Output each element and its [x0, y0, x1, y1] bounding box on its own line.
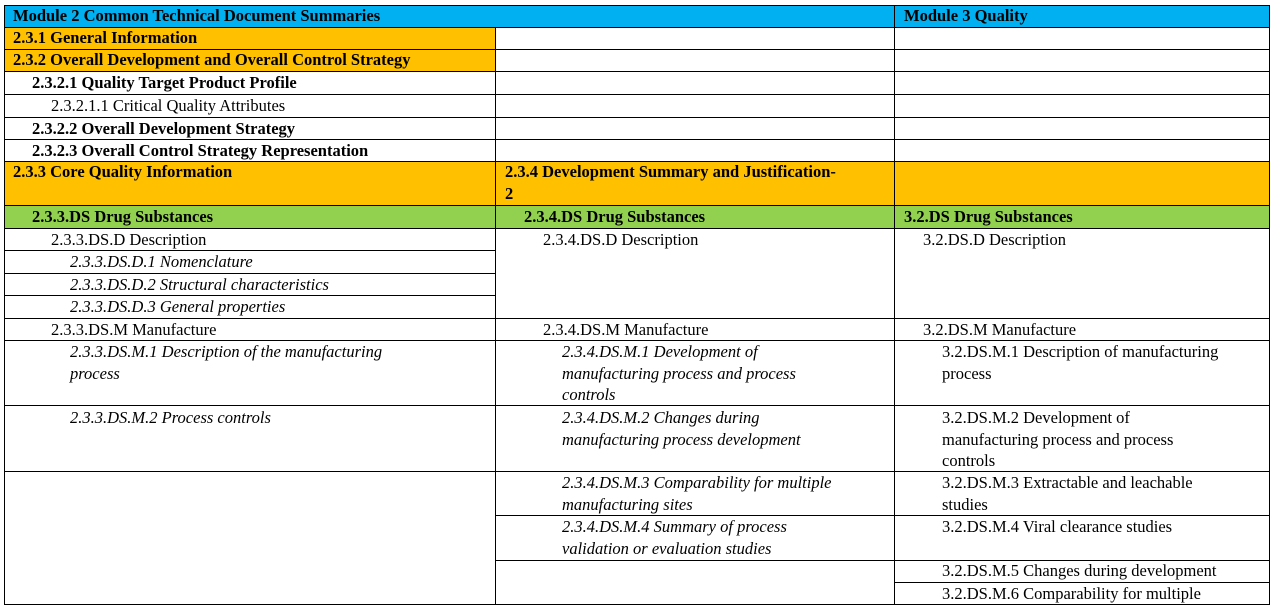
grid-line	[4, 471, 1270, 472]
general-properties-cell: 2.3.3.DS.D.3 General properties	[70, 297, 286, 316]
grid-line	[4, 5, 1270, 6]
table-header-row	[4, 5, 1270, 27]
table-row	[4, 318, 1270, 340]
grid-line	[4, 71, 1270, 72]
m2-col3-line2: manufacturing process and process	[942, 429, 1174, 449]
table-row	[4, 295, 1270, 318]
cqa-cell: 2.3.2.1.1 Critical Quality Attributes	[51, 96, 286, 115]
grid-line	[4, 604, 1270, 605]
dev-summary-cell	[495, 161, 894, 205]
grid-line	[4, 161, 1270, 162]
structural-cell: 2.3.3.DS.D.2 Structural characteristics	[70, 275, 329, 294]
table-row	[4, 250, 1270, 273]
dev-strategy-cell: 2.3.2.2 Overall Development Strategy	[32, 119, 296, 138]
m3-col3-line1: 3.2.DS.M.3 Extractable and leachable	[942, 473, 1193, 492]
grid-line	[4, 94, 1270, 95]
table-row	[4, 582, 1270, 604]
m2-col3	[894, 407, 1270, 472]
grid-line	[4, 295, 495, 296]
ds-col3-cell: 3.2.DS Drug Substances	[894, 205, 1270, 228]
m3-col2-line2: manufacturing sites	[562, 494, 693, 514]
grid-line	[4, 250, 495, 251]
grid-line	[4, 340, 1270, 341]
grid-line	[4, 228, 1270, 229]
dev-summary-line1: 2.3.4 Development Summary and Justification-	[505, 162, 836, 181]
grid-line	[894, 582, 1270, 583]
table-row	[4, 27, 1270, 49]
grid-line	[495, 560, 1270, 561]
m3-col2-line1: 2.3.4.DS.M.3 Comparability for multiple	[562, 473, 832, 492]
table-row	[4, 139, 1270, 161]
table-row	[4, 405, 1270, 471]
description-col2: 2.3.4.DS.D Description	[543, 230, 699, 249]
m4-col2	[495, 516, 894, 559]
description-col1: 2.3.3.DS.D Description	[51, 230, 207, 249]
core-quality-cell: 2.3.3 Core Quality Information	[4, 161, 495, 205]
m6-col3: 3.2.DS.M.6 Comparability for multiple	[942, 584, 1201, 603]
grid-line	[4, 205, 1270, 206]
grid-line	[495, 515, 1270, 516]
m1-col1-line1: 2.3.3.DS.M.1 Description of the manufacturing	[70, 342, 383, 361]
m4-col2-line2: validation or evaluation studies	[562, 538, 772, 558]
m3-col3	[894, 472, 1270, 515]
table-row	[4, 228, 1270, 250]
gold-blank-cell	[894, 161, 1270, 205]
table-row	[4, 71, 1270, 94]
m3-col2	[495, 472, 894, 515]
grid-line	[4, 318, 1270, 319]
m4-col2-line1: 2.3.4.DS.M.4 Summary of process	[562, 517, 787, 536]
module3-header: Module 3 Quality	[894, 5, 1270, 27]
ds-col2-cell: 2.3.4.DS Drug Substances	[495, 205, 894, 228]
grid-line	[4, 49, 1270, 50]
grid-line	[4, 139, 1270, 140]
grid-line	[4, 117, 1270, 118]
m1-col3-line1: 3.2.DS.M.1 Description of manufacturing	[942, 342, 1219, 361]
overall-development-cell: 2.3.2 Overall Development and Overall Control Strategy	[4, 49, 495, 71]
m2-col3-line3: controls	[942, 451, 996, 470]
m1-col1-line2: process	[70, 363, 120, 383]
table-row	[4, 94, 1270, 117]
table-row	[4, 515, 1270, 560]
qtpp-cell: 2.3.2.1 Quality Target Product Profile	[32, 73, 297, 92]
m4-col3: 3.2.DS.M.4 Viral clearance studies	[942, 517, 1173, 536]
m3-col3-line2: studies	[942, 494, 988, 514]
m1-col3-line2: process	[942, 363, 992, 383]
description-col3: 3.2.DS.D Description	[923, 230, 1066, 249]
grid-line	[4, 27, 1270, 28]
table-row	[4, 117, 1270, 139]
m2-col2-line2: manufacturing process development	[562, 429, 801, 449]
table-row	[4, 471, 1270, 515]
table-row	[4, 205, 1270, 228]
grid-line	[4, 5, 5, 605]
grid-line	[4, 405, 1270, 406]
m5-col3: 3.2.DS.M.5 Changes during development	[942, 561, 1217, 580]
m2-col1: 2.3.3.DS.M.2 Process controls	[70, 408, 271, 427]
grid-line	[495, 27, 496, 605]
m1-col2-line1: 2.3.4.DS.M.1 Development of	[562, 342, 758, 361]
table-row	[4, 161, 1270, 205]
table-row	[4, 273, 1270, 295]
control-strategy-cell: 2.3.2.3 Overall Control Strategy Representation	[32, 141, 369, 160]
grid-line	[4, 273, 495, 274]
table-row	[4, 340, 1270, 405]
dev-summary-line2: 2	[505, 183, 514, 203]
nomenclature-cell: 2.3.3.DS.D.1 Nomenclature	[70, 252, 253, 271]
m2-col2-line1: 2.3.4.DS.M.2 Changes during	[562, 408, 760, 427]
m1-col2	[495, 341, 894, 406]
module2-header: Module 2 Common Technical Document Summaries	[4, 5, 894, 27]
m2-col3-line1: 3.2.DS.M.2 Development of	[942, 408, 1130, 427]
m1-col3	[894, 341, 1270, 384]
manufacture-col1: 2.3.3.DS.M Manufacture	[51, 320, 217, 339]
table-row	[4, 560, 1270, 582]
table-row	[4, 49, 1270, 71]
m1-col1	[4, 341, 495, 384]
general-information-cell: 2.3.1 General Information	[4, 27, 495, 49]
ds-col1-cell: 2.3.3.DS Drug Substances	[4, 205, 495, 228]
manufacture-col2: 2.3.4.DS.M Manufacture	[543, 320, 709, 339]
manufacture-col3: 3.2.DS.M Manufacture	[923, 320, 1077, 339]
m1-col2-line3: controls	[562, 385, 616, 404]
m1-col2-line2: manufacturing process and process	[562, 363, 796, 383]
m2-col2	[495, 407, 894, 450]
